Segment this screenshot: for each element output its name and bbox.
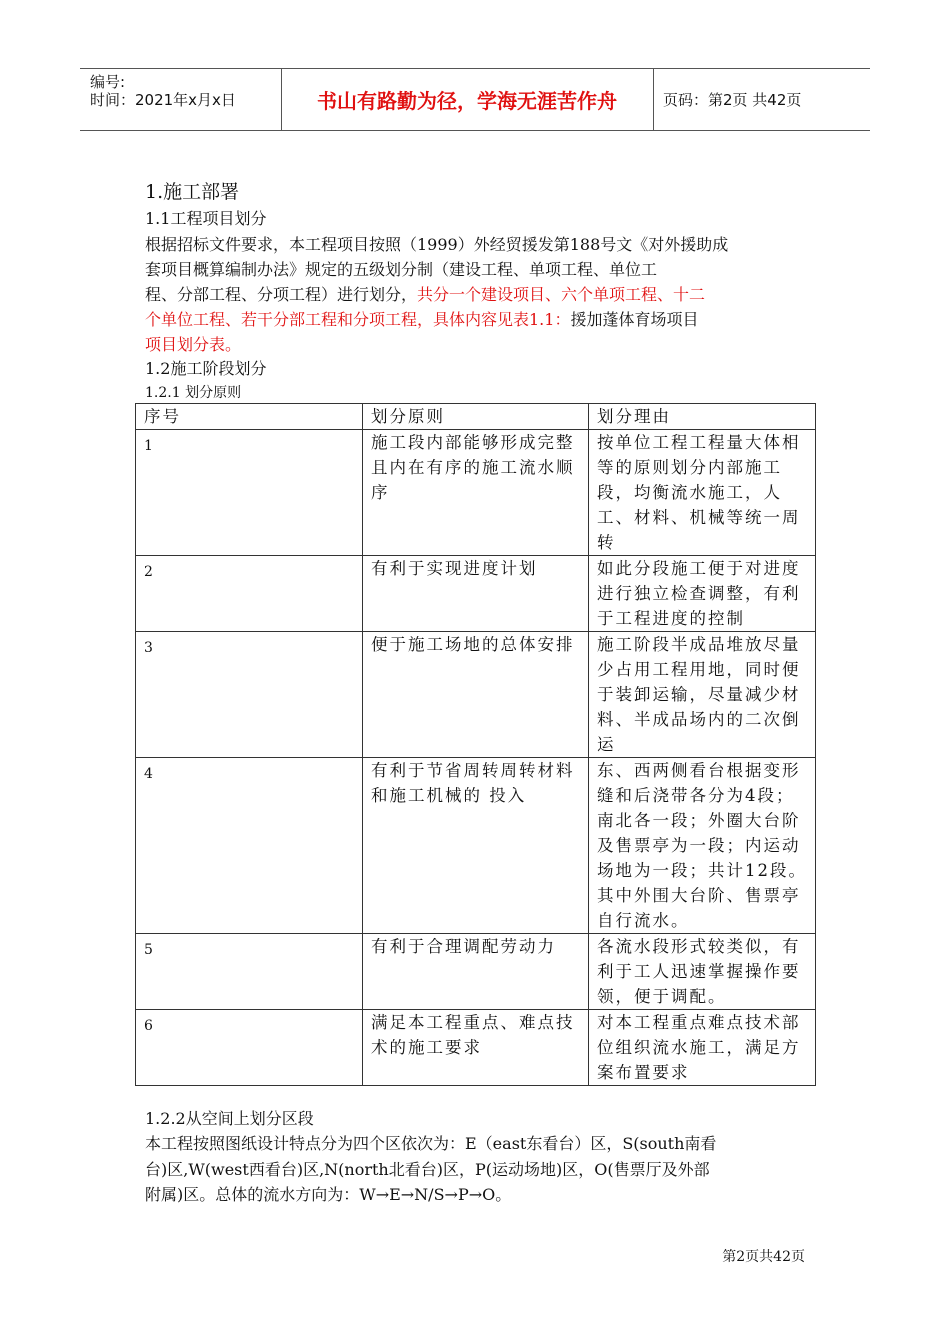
paragraph-line: 附属)区。总体的流水方向为：W→E→N/S→P→O。 (145, 1185, 512, 1204)
row-reason: 各流水段形式较类似，有利于工人迅速掌握操作要领，便于调配。 (589, 934, 816, 1010)
row-number: 3 (136, 632, 363, 758)
table-row (136, 1010, 816, 1086)
row-number: 6 (136, 1010, 363, 1086)
paragraph-line (145, 282, 705, 307)
paragraph-line: 本工程按照图纸设计特点分为四个区依次为：E（east东看台）区，S(south南看 (145, 1134, 717, 1153)
paragraph-text: 程、分部工程、分项工程）进行划分， (145, 285, 418, 304)
header-page-number: 页码：第2页 共42页 (663, 91, 802, 109)
row-number: 5 (136, 934, 363, 1010)
header-motto: 书山有路勤为径，学海无涯苦作舟 (317, 89, 617, 113)
row-principle: 便于施工场地的总体安排 (363, 632, 589, 758)
subsection-title: 1.1工程项目划分 (145, 209, 267, 228)
table-row (136, 934, 816, 1010)
row-number: 1 (136, 430, 363, 556)
table-row (136, 632, 816, 758)
paragraph-text: 援加蓬体育场项目 (570, 310, 699, 329)
highlighted-text: 共分一个建设项目、六个单项工程、十二 (417, 285, 706, 304)
row-reason: 按单位工程工程量大体相等的原则划分内部施工段，均衡流水施工，人工、材料、机械等统一周转 (589, 430, 816, 556)
highlighted-text: 项目划分表。 (145, 335, 242, 354)
row-principle: 有利于节省周转周转材料和施工机械的 投入 (363, 758, 589, 934)
row-number: 2 (136, 556, 363, 632)
row-principle: 有利于实现进度计划 (363, 556, 589, 632)
paragraph-line: 套项目概算编制办法》规定的五级划分制（建设工程、单项工程、单位工 (145, 260, 658, 279)
paragraph-line: 台)区,W(west西看台)区,N(north北看台)区，P(运动场地)区，O(售票厅及外部 (145, 1160, 710, 1179)
subsection-title: 1.2施工阶段划分 (145, 359, 267, 378)
subsection-title: 1.2.2从空间上划分区段 (145, 1109, 314, 1128)
table-row (136, 430, 816, 556)
paragraph-line (145, 307, 698, 332)
row-reason: 施工阶段半成品堆放尽量少占用工程用地，同时便于装卸运输，尽量减少材料、半成品场内的二次倒运 (589, 632, 816, 758)
row-principle: 施工段内部能够形成完整且内在有序的施工流水顺序 (363, 430, 589, 556)
row-number: 4 (136, 758, 363, 934)
page-footer: 第2页共42页 (722, 1249, 805, 1265)
row-reason: 对本工程重点难点技术部位组织流水施工，满足方案布置要求 (589, 1010, 816, 1086)
table-header-row (136, 404, 816, 430)
page-header (80, 68, 870, 131)
subsection-title: 1.2.1 划分原则 (145, 385, 242, 401)
header-divider (653, 69, 654, 130)
section-title: 1.施工部署 (145, 181, 240, 203)
paragraph-line: 根据招标文件要求，本工程项目按照（1999）外经贸援发第188号文《对外援助成 (145, 235, 729, 254)
row-principle: 满足本工程重点、难点技术的施工要求 (363, 1010, 589, 1086)
header-meta (90, 73, 236, 109)
row-reason: 如此分段施工便于对进度进行独立检查调整，有利于工程进度的控制 (589, 556, 816, 632)
table-header-cell: 序号 (136, 404, 363, 430)
table-row (136, 556, 816, 632)
highlighted-text: 个单位工程、若干分部工程和分项工程，具体内容见表1.1： (145, 310, 571, 329)
row-principle: 有利于合理调配劳动力 (363, 934, 589, 1010)
table-header-cell: 划分原则 (363, 404, 589, 430)
division-principles-table (135, 403, 816, 1086)
header-number: 编号: (90, 73, 126, 91)
row-reason: 东、西两侧看台根据变形缝和后浇带各分为4段；南北各一段；外圈大台阶及售票亭为一段；内运动场地为一段；共计12段。其中外围大台阶、售票亭自行流水。 (589, 758, 816, 934)
table-row (136, 758, 816, 934)
header-time: 时间：2021年x月x日 (90, 91, 236, 109)
table-header-cell: 划分理由 (589, 404, 816, 430)
